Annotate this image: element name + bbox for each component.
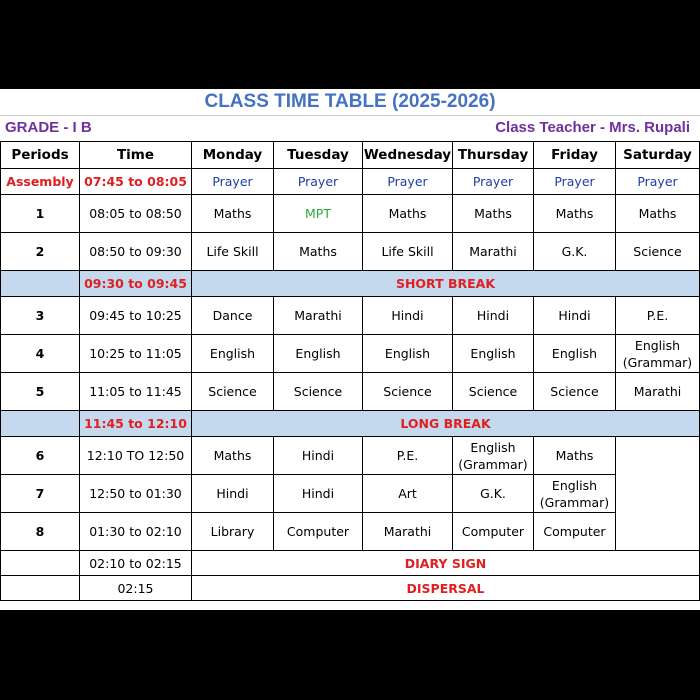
assembly-label: Assembly xyxy=(1,169,80,195)
period-number: 2 xyxy=(1,233,80,271)
subject-cell: English (Grammar) xyxy=(453,437,534,475)
subject-cell: Hindi xyxy=(363,297,453,335)
period-time: 09:45 to 10:25 xyxy=(80,297,192,335)
subject-cell: Computer xyxy=(534,513,616,551)
assembly-cell: Prayer xyxy=(192,169,274,195)
subject-cell: G.K. xyxy=(534,233,616,271)
subject-cell: MPT xyxy=(274,195,363,233)
short-break-label: SHORT BREAK xyxy=(192,271,700,297)
period-row xyxy=(1,513,700,551)
period-row xyxy=(1,233,700,271)
timetable xyxy=(0,141,700,601)
header-row xyxy=(1,142,700,169)
assembly-cell: Prayer xyxy=(274,169,363,195)
subject-cell: English xyxy=(274,335,363,373)
subject-cell: Science xyxy=(453,373,534,411)
header-saturday: Saturday xyxy=(616,142,700,169)
subject-cell: Maths xyxy=(453,195,534,233)
assembly-cell: Prayer xyxy=(534,169,616,195)
subject-cell: Science xyxy=(363,373,453,411)
subject-cell: Computer xyxy=(274,513,363,551)
assembly-cell: Prayer xyxy=(453,169,534,195)
subject-cell: P.E. xyxy=(616,297,700,335)
header-time: Time xyxy=(80,142,192,169)
period-row xyxy=(1,335,700,373)
period-time: 12:10 TO 12:50 xyxy=(80,437,192,475)
assembly-cell: Prayer xyxy=(616,169,700,195)
subject-cell: Maths xyxy=(363,195,453,233)
period-time: 12:50 to 01:30 xyxy=(80,475,192,513)
break-empty-cell xyxy=(1,411,80,437)
period-row xyxy=(1,297,700,335)
period-time: 10:25 to 11:05 xyxy=(80,335,192,373)
period-number: 5 xyxy=(1,373,80,411)
subject-cell: Life Skill xyxy=(363,233,453,271)
subject-cell: Science xyxy=(274,373,363,411)
period-number: 7 xyxy=(1,475,80,513)
subject-cell: Hindi xyxy=(534,297,616,335)
subject-cell: Art xyxy=(363,475,453,513)
period-number: 3 xyxy=(1,297,80,335)
subject-cell: Marathi xyxy=(616,373,700,411)
diary-time: 02:10 to 02:15 xyxy=(80,551,192,576)
header-periods: Periods xyxy=(1,142,80,169)
period-time: 08:50 to 09:30 xyxy=(80,233,192,271)
subject-cell: Dance xyxy=(192,297,274,335)
subject-cell: Science xyxy=(192,373,274,411)
header-tuesday: Tuesday xyxy=(274,142,363,169)
period-time: 01:30 to 02:10 xyxy=(80,513,192,551)
period-row xyxy=(1,475,700,513)
grade-label: GRADE - I B xyxy=(5,119,92,136)
subject-cell: Computer xyxy=(453,513,534,551)
subject-cell: Science xyxy=(534,373,616,411)
header-thursday: Thursday xyxy=(453,142,534,169)
subject-cell: English xyxy=(192,335,274,373)
subject-cell: Maths xyxy=(192,195,274,233)
period-number: 8 xyxy=(1,513,80,551)
subject-cell: Life Skill xyxy=(192,233,274,271)
subject-cell: English xyxy=(534,335,616,373)
long-break-time: 11:45 to 12:10 xyxy=(80,411,192,437)
subject-cell: Maths xyxy=(534,195,616,233)
timetable-sheet xyxy=(0,89,700,610)
class-teacher-label: Class Teacher - Mrs. Rupali xyxy=(495,119,690,136)
assembly-cell: Prayer xyxy=(363,169,453,195)
page-title: CLASS TIME TABLE (2025-2026) xyxy=(0,89,700,116)
subject-cell: English xyxy=(453,335,534,373)
subject-cell: Maths xyxy=(534,437,616,475)
dispersal-empty-cell xyxy=(1,576,80,601)
short-break-row xyxy=(1,271,700,297)
subject-cell: Science xyxy=(616,233,700,271)
assembly-time: 07:45 to 08:05 xyxy=(80,169,192,195)
period-number: 4 xyxy=(1,335,80,373)
diary-empty-cell xyxy=(1,551,80,576)
period-number: 6 xyxy=(1,437,80,475)
dispersal-label: DISPERSAL xyxy=(192,576,700,601)
period-time: 11:05 to 11:45 xyxy=(80,373,192,411)
period-time: 08:05 to 08:50 xyxy=(80,195,192,233)
subject-cell: English xyxy=(363,335,453,373)
period-row xyxy=(1,373,700,411)
assembly-row xyxy=(1,169,700,195)
diary-sign-label: DIARY SIGN xyxy=(192,551,700,576)
subject-cell: Hindi xyxy=(274,475,363,513)
subject-cell: Library xyxy=(192,513,274,551)
period-number: 1 xyxy=(1,195,80,233)
period-row xyxy=(1,437,700,475)
header-friday: Friday xyxy=(534,142,616,169)
subject-cell: G.K. xyxy=(453,475,534,513)
subject-cell: Hindi xyxy=(453,297,534,335)
subject-cell: P.E. xyxy=(363,437,453,475)
subject-cell: Maths xyxy=(616,195,700,233)
subject-cell: English (Grammar) xyxy=(534,475,616,513)
subject-cell: Marathi xyxy=(363,513,453,551)
header-wednesday: Wednesday xyxy=(363,142,453,169)
subject-cell: Maths xyxy=(192,437,274,475)
saturday-empty-cell xyxy=(616,437,700,551)
dispersal-row xyxy=(1,576,700,601)
subject-cell: Hindi xyxy=(192,475,274,513)
diary-sign-row xyxy=(1,551,700,576)
subject-cell: Hindi xyxy=(274,437,363,475)
dispersal-time: 02:15 xyxy=(80,576,192,601)
subject-cell: Maths xyxy=(274,233,363,271)
header-monday: Monday xyxy=(192,142,274,169)
period-row xyxy=(1,195,700,233)
short-break-time: 09:30 to 09:45 xyxy=(80,271,192,297)
subject-cell: Marathi xyxy=(274,297,363,335)
subject-cell: English (Grammar) xyxy=(616,335,700,373)
long-break-label: LONG BREAK xyxy=(192,411,700,437)
break-empty-cell xyxy=(1,271,80,297)
long-break-row xyxy=(1,411,700,437)
subject-cell: Marathi xyxy=(453,233,534,271)
